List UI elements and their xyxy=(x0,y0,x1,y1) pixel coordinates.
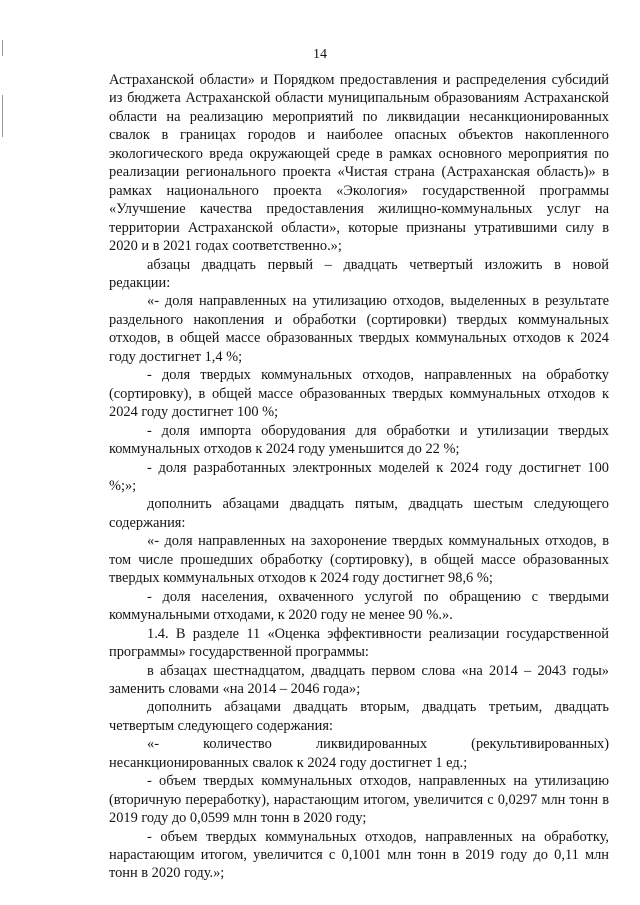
paragraph: дополнить абзацами двадцать пятым, двадцать шестым следующего содержания: xyxy=(109,496,609,531)
document-body xyxy=(109,71,609,883)
paragraph: абзацы двадцать первый – двадцать четвертый изложить в новой редакции: xyxy=(109,256,609,291)
paragraph: дополнить абзацами двадцать вторым, двадцать третьим, двадцать четвертым следующего содержания: xyxy=(109,699,609,734)
paragraph: «- доля направленных на утилизацию отходов, выделенных в результате раздельного накопления и обработки (сортировки) твердых коммунальных отходов, в общей массе образованных твердых коммунальных отходов к 2024 году достигнет 1,4 %; xyxy=(109,293,609,365)
paragraph: Астраханской области» и Порядком предоставления и распределения субсидий из бюджета Астраханской области муниципальным образованиям Астраханской области на реализацию мероприятий по ликвидации несанкционированных свалок в границах городов и наиболее опасных объектов накопленного экологического вреда окружающей среде в рамках основного мероприятия по реализации регионального проекта «Чистая страна (Астраханская область)» в рамках национального проекта «Экология» государственной программы «Улучшение качества предоставления жилищно-коммунальных услуг на территории Астраханской области», которые признаны утратившими силу в 2020 и в 2021 годах соответственно.»; xyxy=(109,72,609,255)
paragraph: «- доля направленных на захоронение твердых коммунальных отходов, в том числе прошедших обработку (сортировку), в общей массе образованных твердых коммунальных отходов к 2024 году достигнет 98,6 %; xyxy=(109,533,609,587)
paragraph: 1.4. В разделе 11 «Оценка эффективности реализации государственной программы» государственной программы: xyxy=(109,625,609,661)
binding-edge-mark xyxy=(2,95,3,137)
paragraph: - доля населения, охваченного услугой по обращению с твердыми коммунальными отходами, к 2020 году не менее 90 %.». xyxy=(109,588,609,624)
paragraph: - объем твердых коммунальных отходов, направленных на обработку, нарастающим итогом, увеличится с 0,1001 млн тонн в 2019 году до 0,11 млн тонн в 2020 году.»; xyxy=(109,828,609,882)
paragraph: - доля импорта оборудования для обработки и утилизации твердых коммунальных отходов к 2024 году уменьшится до 22 %; xyxy=(109,422,609,458)
paragraph: - объем твердых коммунальных отходов, направленных на утилизацию (вторичную переработку), нарастающим итогом, увеличится с 0,0297 млн тонн в 2019 году до 0,0599 млн тонн в 2020 году; xyxy=(109,773,609,827)
page-number: 14 xyxy=(313,47,327,62)
paragraph: «- количество ликвидированных (рекультивированных) несанкционированных свалок к 2024 году достигнет 1 ед.; xyxy=(109,736,609,771)
paragraph: в абзацах шестнадцатом, двадцать первом слова «на 2014 – 2043 годы» заменить словами «на 2014 – 2046 года»; xyxy=(109,662,609,697)
paragraph: - доля твердых коммунальных отходов, направленных на обработку (сортировку), в общей массе образованных твердых коммунальных отходов к 2024 году достигнет 100 %; xyxy=(109,367,609,421)
paragraph: - доля разработанных электронных моделей к 2024 году достигнет 100 %;»; xyxy=(109,459,609,494)
